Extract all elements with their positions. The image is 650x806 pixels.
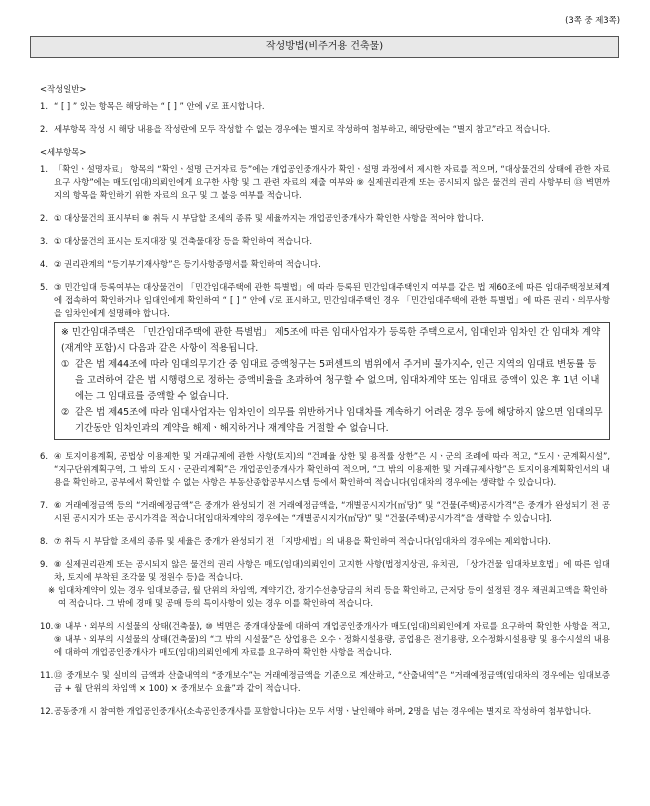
item-text: 세부항목 작성 시 해당 내용을 작성란에 모두 작성할 수 없는 경우에는 별지로 작성하여 첨부하고, 해당란에는 “별지 참고”라고 적습니다. [54,124,551,134]
detail-item-5 [40,281,610,320]
sub-bullet: ② [61,407,70,418]
detail-item-1 [40,163,610,202]
item-number: 12. [40,706,54,716]
sub-text: 같은 법 제45조에 따라 임대사업자는 임차인이 의무를 위반하거나 임대차를 계속하기 어려운 경우 등에 해당하지 않으면 임대의무기간동안 임차인과의 계약을 해제ㆍ해지하거나 재계약을 거절할 수 없습니다. [75,407,603,434]
item-text: ① 대상물건의 표시부터 ⑧ 취득 시 부담할 조세의 종류 및 세율까지는 개업공인중개사가 확인한 사항을 적어야 합니다. [54,213,484,223]
detail-item-6 [40,450,610,489]
item-9-note [48,584,610,610]
item-number: 6. [40,451,48,461]
item-number: 5. [40,282,48,292]
detail-heading: <세부항목> [40,147,87,157]
note-text: 임대차계약이 있는 경우 임대보증금, 월 단위의 차임액, 계약기간, 장기수선충당금의 처리 등을 확인하고, 근저당 등이 설정된 경우 채권최고액을 확인하여 적습니다. 그 밖에 경매 및 공매 등의 특이사항이 있는 경우 이를 확인하여 적습니다. [58,585,608,608]
item-number: 7. [40,500,48,510]
item-text: ⑧ 실제권리관계 또는 공시되지 않은 물건의 권리 사항은 매도(임대)의뢰인이 고지한 사항(법정지상권, 유치권, 「상가건물 임대차보호법」에 따른 임대차, 토지에 부착된 조각물 및 정원수 등)을 적습니다. [54,559,610,582]
sub-text: 같은 법 제44조에 따라 임대의무기간 중 임대료 증액청구는 5퍼센트의 범위에서 주거비 물가지수, 인근 지역의 임대료 변동률 등을 고려하여 같은 법 시행령으로 정하는 증액비율을 초과하여 청구할 수 없으며, 임대차계약 또는 임대료 증액이 있은 후 1년 이내에는 그 임대료를 증액할 수 없습니다. [75,359,600,402]
detail-item-4 [40,258,610,271]
item-text: ⑨ 내부ㆍ외부의 시설물의 상태(건축물), ⑩ 벽면은 중개대상물에 대하여 개업공인중개사가 매도(임대)의뢰인에게 자료를 요구하여 확인한 사항을 적고, ⑨ 내부ㆍ외부의 시설물의 상태(건축물)의 “그 밖의 시설물”은 상업용은 오수ㆍ정화시설용량, 공업용은 전기용량, 오수정화시설용량 및 용수시설의 내용에 대하여 개업공인중개사가 매도(임대)의뢰인에게 자료를 요구하여 확인한 사항을 적습니다. [54,621,610,657]
detail-item-12 [40,705,610,718]
page-number: (3쪽 중 제3쪽) [565,15,620,25]
item-number: 10. [40,621,54,631]
item-number: 2. [40,124,48,134]
general-item-2 [40,123,610,136]
document-body [40,83,610,718]
item-number: 1. [40,101,48,111]
detail-item-11 [40,669,610,695]
item-text: ③ 민간임대 등록여부는 대상물건이 「민간임대주택에 관한 특별법」에 따라 등록된 민간임대주택인지 여부를 같은 법 제60조에 따른 임대주택정보체계에 접속하여 확인하거나 임대인에게 확인하여 “ [ ] ” 안에 √로 표시하고, 민간임대주택인 경우 「민간임대주택에 관한 특별법」에 따른 권리ㆍ의무사항을 임차인에게 설명해야 합니다. [54,282,610,318]
item-text: ① 대상물건의 표시는 토지대장 및 건축물대장 등을 확인하여 적습니다. [54,236,312,246]
item-number: 8. [40,536,48,546]
item-number: 3. [40,236,48,246]
item-text: ④ 토지이용계획, 공법상 이용제한 및 거래규제에 관한 사항(토지)의 “건폐율 상한 및 용적률 상한”은 시ㆍ군의 조례에 따라 적고, “도시ㆍ군계획시설”, “지구단위계획구역, 그 밖의 도시ㆍ군관리계획”은 개업공인중개사가 확인하여 적으며, “그 밖의 이용제한 및 거래규제사항”은 토지이용계획확인서의 내용을 확인하고, 공부에서 확인할 수 없는 사항은 부동산종합공부시스템 등에서 확인하여 적습니다(임대차의 경우에는 생략할 수 있습니다). [54,451,610,487]
item-number: 11. [40,670,54,680]
item-text: ⑥ 거래예정금액 등의 “거래예정금액”은 중개가 완성되기 전 거래예정금액을, “개별공시지가(㎡당)” 및 “건물(주택)공시가격”은 중개가 완성되기 전 공시된 공시지가 또는 공시가격을 적습니다[임대차계약의 경우에는 “개별공시지가(㎡당)” 및 “건물(주택)공시가격”을 생략할 수 있습니다]. [54,500,610,523]
note-bullet: ※ [48,585,56,595]
detail-item-8 [40,535,610,548]
notice-sub-2 [61,405,603,437]
general-item-1 [40,100,610,113]
detail-item-2 [40,212,610,225]
detail-item-7 [40,499,610,525]
rental-housing-notice-box [54,322,610,440]
notice-intro: ※ 민간임대주택은 「민간임대주택에 관한 특별법」 제5조에 따른 임대사업자가 등록한 주택으로서, 임대인과 임차인 간 임대차 계약(재계약 포함)시 다음과 같은 사항이 적용됩니다. [61,327,601,354]
detail-item-10 [40,620,610,659]
detail-item-3 [40,235,610,248]
item-text: ⑫ 중개보수 및 실비의 금액과 산출내역의 “중개보수”는 거래예정금액을 기준으로 계산하고, “산출내역”은 “거래예정금액(임대차의 경우에는 임대보증금 + 월 단위의 차임액 × 100) × 중개보수 요율”과 같이 적습니다. [54,670,610,693]
general-heading: <작성일반> [40,84,87,94]
item-text: ⑦ 취득 시 부담할 조세의 종류 및 세율은 중개가 완성되기 전 「지방세법」의 내용을 확인하여 적습니다(임대차의 경우에는 제외합니다). [54,536,551,546]
item-number: 4. [40,259,48,269]
sub-bullet: ① [61,359,70,370]
item-text: “ [ ] ” 있는 항목은 해당하는 “ [ ] ” 안에 √로 표시합니다. [54,101,265,111]
item-number: 2. [40,213,48,223]
page-title: 작성방법(비주거용 건축물) [30,36,619,58]
notice-sub-1 [61,357,603,405]
detail-item-9 [40,558,610,584]
item-number: 1. [40,164,48,174]
item-text: 「확인ㆍ설명자료」 항목의 “확인ㆍ설명 근거자료 등”에는 개업공인중개사가 확인ㆍ설명 과정에서 제시한 자료를 적으며, “대상물건의 상태에 관한 자료요구 사항”에는 매도(임대)의뢰인에게 요구한 사항 및 그 관련 자료의 제출 여부와 ⑨ 실제권리관계 또는 공시되지 않은 물건의 권리 사항부터 ⑬ 벽면까지의 항목을 확인하기 위한 자료의 요구 및 그 불응 여부를 적습니다. [54,164,610,200]
item-number: 9. [40,559,48,569]
item-text: 공동중개 시 참여한 개업공인중개사(소속공인중개사를 포함합니다)는 모두 서명ㆍ날인해야 하며, 2명을 넘는 경우에는 별지로 작성하여 첨부합니다. [54,706,592,716]
item-text: ② 권리관계의 “등기부기재사항”은 등기사항증명서를 확인하여 적습니다. [54,259,321,269]
